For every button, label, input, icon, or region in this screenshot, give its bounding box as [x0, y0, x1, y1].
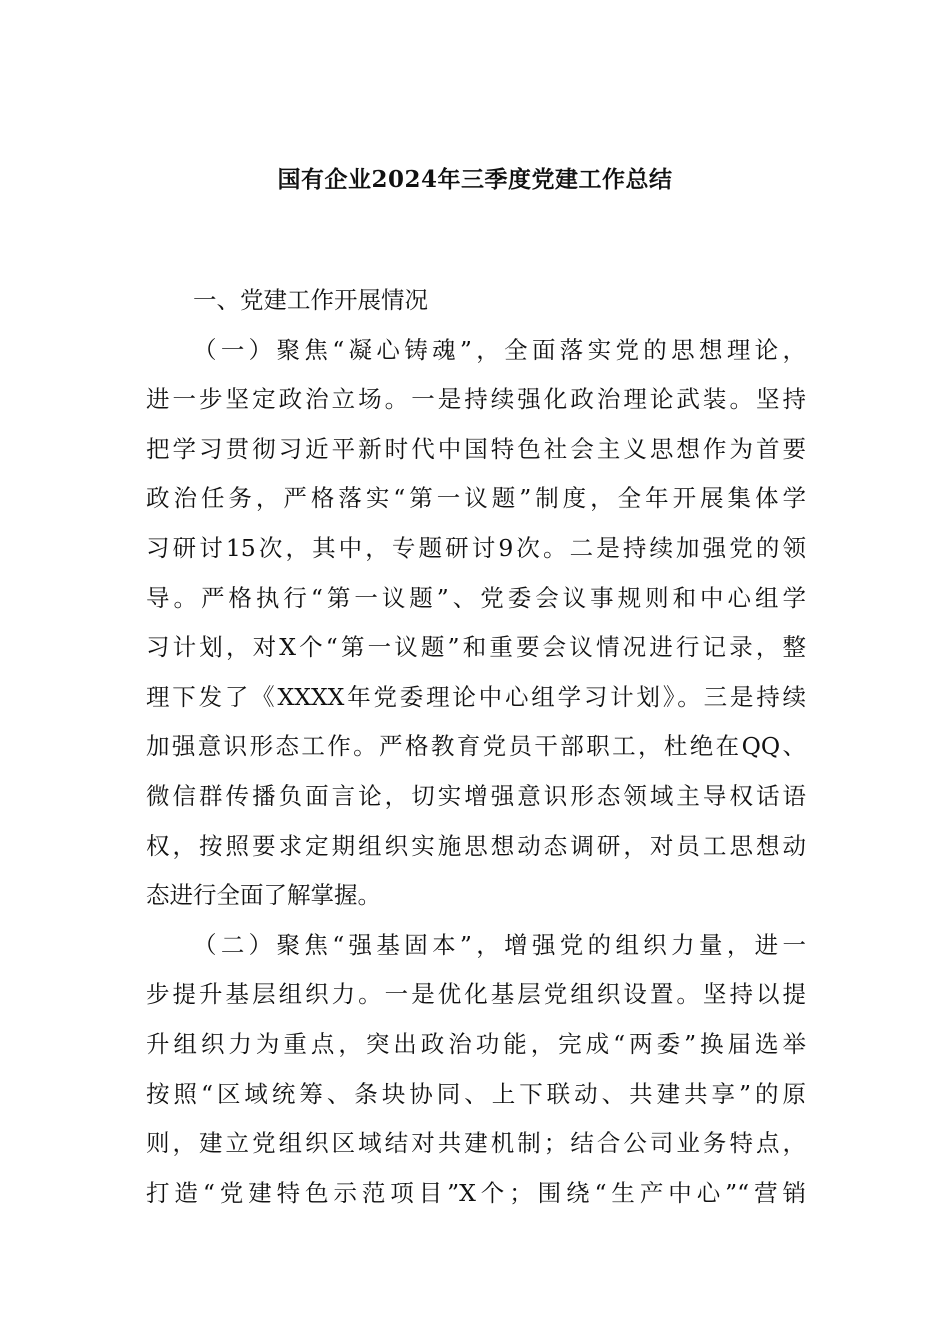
paragraph-line: （一）聚焦“凝心铸魂”，全面落实党的思想理论，	[193, 335, 806, 364]
paragraph-line: 导。严格执行“第一议题”、党委会议事规则和中心组学	[146, 583, 806, 612]
paragraph-line: 习计划，对X个“第一议题”和重要会议情况进行记录，整	[146, 633, 806, 662]
paragraph-1	[146, 326, 806, 921]
paragraph-line: 政治任务，严格落实“第一议题”制度，全年开展集体学	[146, 484, 806, 513]
paragraph-line: 加强意识形态工作。严格教育党员干部职工，杜绝在QQ、	[146, 732, 806, 761]
paragraph-line: 把学习贯彻习近平新时代中国特色社会主义思想作为首要	[146, 434, 806, 463]
paragraph-line: 则，建立党组织区域结对共建机制；结合公司业务特点，	[146, 1129, 806, 1158]
paragraph-line: 进一步坚定政治立场。一是持续强化政治理论武装。坚持	[146, 385, 806, 414]
section-heading: 一、党建工作开展情况	[193, 286, 428, 314]
paragraph-line: 升组织力为重点，突出政治功能，完成“两委”换届选举	[146, 1029, 806, 1058]
paragraph-line: 权，按照要求定期组织实施思想动态调研，对员工思想动	[146, 831, 806, 860]
paragraph-line: 微信群传播负面言论，切实增强意识形态领域主导权话语	[146, 781, 806, 810]
paragraph-line: 态进行全面了解掌握。	[146, 881, 381, 910]
paragraph-line: 打造“党建特色示范项目”X个；围绕“生产中心”“营销	[146, 1178, 806, 1207]
paragraph-line: 理下发了《XXXX年党委理论中心组学习计划》。三是持续	[146, 682, 806, 711]
paragraph-line: 步提升基层组织力。一是优化基层党组织设置。坚持以提	[146, 980, 806, 1009]
paragraph-line: （二）聚焦“强基固本”，增强党的组织力量，进一	[193, 930, 806, 959]
paragraph-line: 习研讨15次，其中，专题研讨9次。二是持续加强党的领	[146, 533, 806, 562]
document-title: 国有企业2024年三季度党建工作总结	[277, 166, 673, 193]
paragraph-line: 按照“区域统筹、条块协同、上下联动、共建共享”的原	[146, 1079, 806, 1108]
document-body	[146, 276, 806, 1218]
paragraph-2	[146, 921, 806, 1219]
